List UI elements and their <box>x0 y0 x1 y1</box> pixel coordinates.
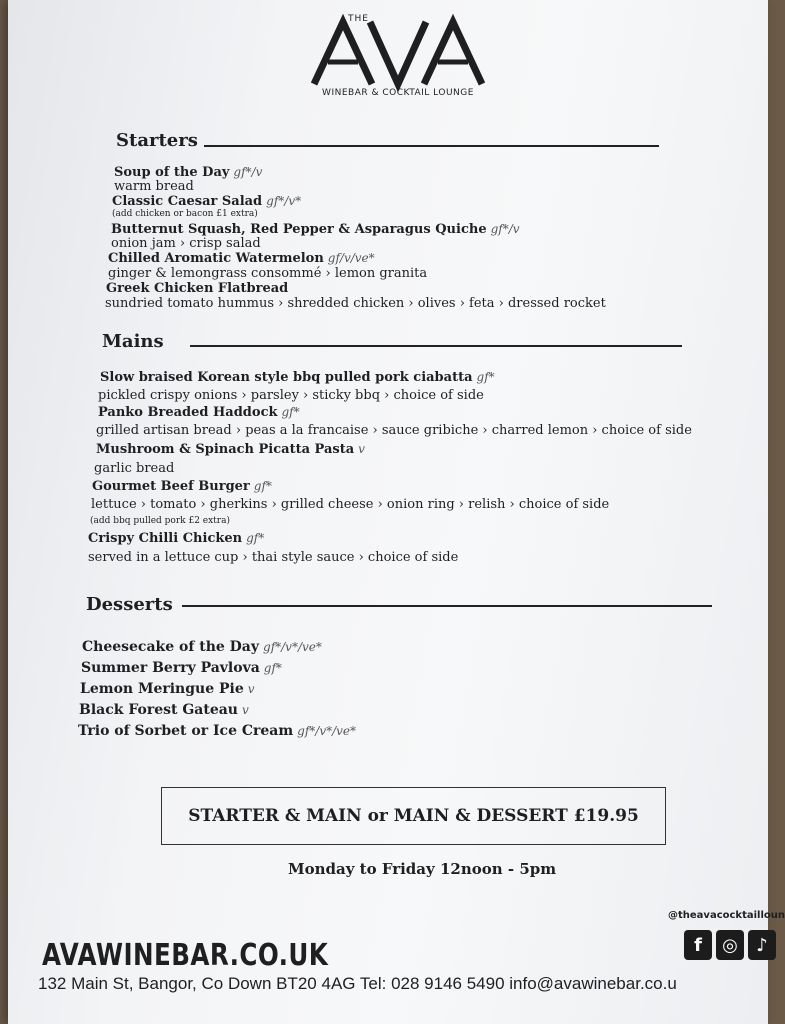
starter-item-1 <box>114 165 262 180</box>
social-handle: @theavacocktailloun <box>668 910 785 921</box>
starter-item-2 <box>112 194 301 209</box>
main-item-2 <box>98 405 300 420</box>
item-diet: gf*/v*/ve* <box>263 640 322 654</box>
item-diet: gf*/v*/ve* <box>297 724 357 738</box>
item-name: Trio of Sorbet or Ice Cream <box>78 723 294 739</box>
contact-address: 132 Main St, Bangor, Co Down BT20 4AG Tel: 028 9146 5490 info@avawinebar.co.u <box>38 974 677 993</box>
item-diet: gf* <box>246 531 265 545</box>
starter-item-2-note: (add chicken or bacon £1 extra) <box>112 209 258 219</box>
item-name: Cheesecake of the Day <box>82 639 260 655</box>
item-name: Black Forest Gateau <box>79 702 238 718</box>
starters-rule <box>204 145 659 147</box>
dessert-item-5 <box>78 723 356 739</box>
item-diet: v <box>358 442 365 456</box>
item-name: Butternut Squash, Red Pepper & Asparagus Quiche <box>111 222 487 237</box>
offer-text: STARTER & MAIN or MAIN & DESSERT £19.95 <box>188 806 639 826</box>
starter-item-4 <box>108 251 375 266</box>
main-item-5 <box>88 531 264 546</box>
item-name: Classic Caesar Salad <box>112 194 263 209</box>
item-name: Soup of the Day <box>114 165 230 180</box>
dessert-item-1 <box>82 639 322 655</box>
item-name: Chilled Aromatic Watermelon <box>108 251 324 266</box>
dessert-item-3 <box>80 681 255 697</box>
starter-item-3-desc: onion jam › crisp salad <box>111 236 261 251</box>
starter-item-1-desc: warm bread <box>114 179 194 194</box>
main-item-2-desc: grilled artisan bread › peas a la francaise › sauce gribiche › charred lemon › choice of side <box>96 423 692 438</box>
dessert-item-2 <box>81 660 282 676</box>
item-diet: gf*/v <box>490 222 520 236</box>
starters-heading: Starters <box>116 130 198 151</box>
item-diet: gf* <box>263 661 282 675</box>
desserts-heading: Desserts <box>86 594 173 615</box>
item-diet: gf/v/ve* <box>327 251 375 265</box>
starter-item-4-desc: ginger & lemongrass consommé › lemon granita <box>108 266 428 281</box>
item-diet: gf* <box>476 370 495 384</box>
social-icons <box>684 930 776 960</box>
main-item-4-note: (add bbq pulled pork £2 extra) <box>90 516 230 526</box>
logo-the-text: THE <box>348 14 369 24</box>
item-name: Slow braised Korean style bbq pulled pork ciabatta <box>100 370 473 385</box>
main-item-1 <box>100 370 495 385</box>
item-name: Panko Breaded Haddock <box>98 405 278 420</box>
service-hours: Monday to Friday 12noon - 5pm <box>288 860 557 878</box>
starter-item-5-desc: sundried tomato hummus › shredded chicken › olives › feta › dressed rocket <box>105 296 606 311</box>
ava-logo <box>308 12 488 102</box>
item-name: Crispy Chilli Chicken <box>88 531 243 546</box>
main-item-5-desc: served in a lettuce cup › thai style sauce › choice of side <box>88 550 459 565</box>
item-name: Mushroom & Spinach Picatta Pasta <box>96 442 355 457</box>
logo-tagline: WINEBAR & COCKTAIL LOUNGE <box>322 88 474 98</box>
menu-sheet <box>8 0 785 1024</box>
facebook-icon: f <box>684 930 712 960</box>
item-diet: gf*/v <box>233 165 263 179</box>
mains-heading: Mains <box>102 331 164 352</box>
item-name: Gourmet Beef Burger <box>92 479 250 494</box>
dessert-item-4 <box>79 702 249 718</box>
desserts-rule <box>182 605 712 607</box>
main-item-4 <box>92 479 272 494</box>
ava-wordmark-graphic <box>308 12 488 88</box>
main-item-4-desc: lettuce › tomato › gherkins › grilled cheese › onion ring › relish › choice of side <box>91 497 610 512</box>
item-name: Summer Berry Pavlova <box>81 660 260 676</box>
item-diet: gf* <box>253 479 272 493</box>
item-diet: v <box>242 703 249 717</box>
item-name: Lemon Meringue Pie <box>80 681 244 697</box>
website-url: AVAWINEBAR.CO.UK <box>42 938 329 973</box>
instagram-icon: ◎ <box>716 930 744 960</box>
item-diet: gf*/v* <box>266 194 302 208</box>
item-diet: gf* <box>281 405 300 419</box>
mains-rule <box>190 345 682 347</box>
item-name: Greek Chicken Flatbread <box>106 281 289 296</box>
tiktok-icon: ♪ <box>748 930 776 960</box>
main-item-3 <box>96 442 365 457</box>
main-item-1-desc: pickled crispy onions › parsley › sticky bbq › choice of side <box>98 388 484 403</box>
starter-item-5 <box>106 281 288 296</box>
starter-item-3 <box>111 222 520 237</box>
item-diet: v <box>247 682 255 696</box>
set-menu-offer-box <box>161 787 666 845</box>
main-item-3-desc: garlic bread <box>94 461 175 476</box>
